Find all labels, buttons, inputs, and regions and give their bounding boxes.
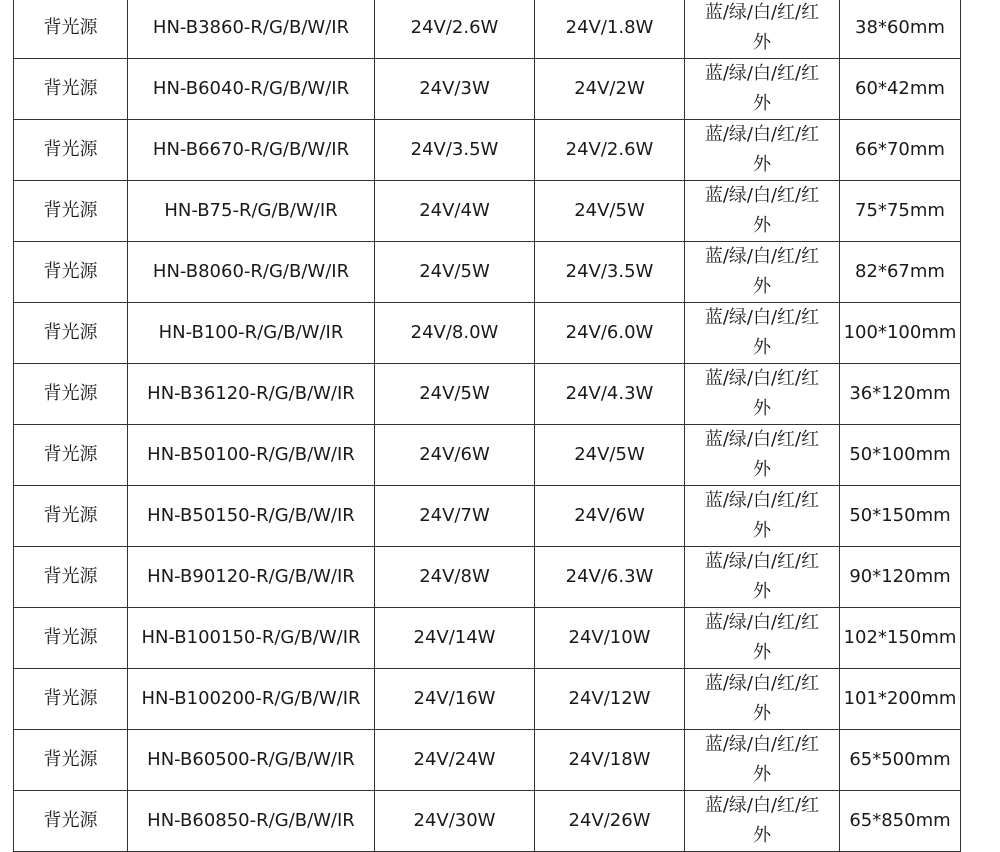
- size-cell: 102*150mm: [840, 608, 961, 669]
- spec-sheet: [13, 0, 960, 852]
- power-a-cell: 24V/3W: [375, 59, 535, 120]
- power-b-cell: 24V/10W: [535, 608, 685, 669]
- size-cell: 36*120mm: [840, 364, 961, 425]
- power-b-cell: 24V/5W: [535, 181, 685, 242]
- light-color-cell: 蓝/绿/白/红/红外: [685, 425, 840, 486]
- product-spec-table: [13, 0, 961, 852]
- table-row: [14, 730, 961, 791]
- light-color-cell: 蓝/绿/白/红/红外: [685, 181, 840, 242]
- power-b-cell: 24V/2.6W: [535, 120, 685, 181]
- size-cell: 66*70mm: [840, 120, 961, 181]
- power-a-cell: 24V/3.5W: [375, 120, 535, 181]
- product-type-cell: 背光源: [14, 669, 128, 730]
- size-cell: 90*120mm: [840, 547, 961, 608]
- power-b-cell: 24V/6.3W: [535, 547, 685, 608]
- product-type-cell: 背光源: [14, 303, 128, 364]
- light-color-cell: 蓝/绿/白/红/红外: [685, 608, 840, 669]
- product-type-cell: 背光源: [14, 181, 128, 242]
- product-type-cell: 背光源: [14, 0, 128, 59]
- model-cell: HN-B90120-R/G/B/W/IR: [128, 547, 375, 608]
- product-type-cell: 背光源: [14, 486, 128, 547]
- table-row: [14, 59, 961, 120]
- table-row: [14, 669, 961, 730]
- size-cell: 50*100mm: [840, 425, 961, 486]
- power-a-cell: 24V/6W: [375, 425, 535, 486]
- light-color-cell: 蓝/绿/白/红/红外: [685, 59, 840, 120]
- model-cell: HN-B6670-R/G/B/W/IR: [128, 120, 375, 181]
- power-b-cell: 24V/18W: [535, 730, 685, 791]
- model-cell: HN-B100-R/G/B/W/IR: [128, 303, 375, 364]
- table-row: [14, 791, 961, 852]
- model-cell: HN-B6040-R/G/B/W/IR: [128, 59, 375, 120]
- light-color-cell: 蓝/绿/白/红/红外: [685, 303, 840, 364]
- model-cell: HN-B36120-R/G/B/W/IR: [128, 364, 375, 425]
- power-a-cell: 24V/7W: [375, 486, 535, 547]
- power-b-cell: 24V/4.3W: [535, 364, 685, 425]
- light-color-cell: 蓝/绿/白/红/红外: [685, 486, 840, 547]
- power-a-cell: 24V/24W: [375, 730, 535, 791]
- light-color-cell: 蓝/绿/白/红/红外: [685, 791, 840, 852]
- model-cell: HN-B75-R/G/B/W/IR: [128, 181, 375, 242]
- table-row: [14, 547, 961, 608]
- product-type-cell: 背光源: [14, 730, 128, 791]
- model-cell: HN-B50100-R/G/B/W/IR: [128, 425, 375, 486]
- power-b-cell: 24V/6W: [535, 486, 685, 547]
- table-row: [14, 608, 961, 669]
- product-type-cell: 背光源: [14, 547, 128, 608]
- table-row: [14, 486, 961, 547]
- power-b-cell: 24V/12W: [535, 669, 685, 730]
- product-type-cell: 背光源: [14, 791, 128, 852]
- size-cell: 60*42mm: [840, 59, 961, 120]
- light-color-cell: 蓝/绿/白/红/红外: [685, 669, 840, 730]
- product-type-cell: 背光源: [14, 425, 128, 486]
- table-row: [14, 425, 961, 486]
- table-row: [14, 0, 961, 59]
- light-color-cell: 蓝/绿/白/红/红外: [685, 364, 840, 425]
- size-cell: 65*500mm: [840, 730, 961, 791]
- product-type-cell: 背光源: [14, 120, 128, 181]
- power-a-cell: 24V/2.6W: [375, 0, 535, 59]
- power-a-cell: 24V/8W: [375, 547, 535, 608]
- power-a-cell: 24V/4W: [375, 181, 535, 242]
- power-b-cell: 24V/26W: [535, 791, 685, 852]
- power-a-cell: 24V/14W: [375, 608, 535, 669]
- power-a-cell: 24V/5W: [375, 242, 535, 303]
- model-cell: HN-B60850-R/G/B/W/IR: [128, 791, 375, 852]
- table-body: [14, 0, 961, 852]
- power-b-cell: 24V/3.5W: [535, 242, 685, 303]
- power-a-cell: 24V/30W: [375, 791, 535, 852]
- model-cell: HN-B50150-R/G/B/W/IR: [128, 486, 375, 547]
- size-cell: 82*67mm: [840, 242, 961, 303]
- power-b-cell: 24V/2W: [535, 59, 685, 120]
- power-b-cell: 24V/5W: [535, 425, 685, 486]
- light-color-cell: 蓝/绿/白/红/红外: [685, 242, 840, 303]
- power-b-cell: 24V/6.0W: [535, 303, 685, 364]
- light-color-cell: 蓝/绿/白/红/红外: [685, 0, 840, 59]
- model-cell: HN-B60500-R/G/B/W/IR: [128, 730, 375, 791]
- product-type-cell: 背光源: [14, 608, 128, 669]
- size-cell: 38*60mm: [840, 0, 961, 59]
- size-cell: 100*100mm: [840, 303, 961, 364]
- power-a-cell: 24V/16W: [375, 669, 535, 730]
- product-type-cell: 背光源: [14, 242, 128, 303]
- table-row: [14, 242, 961, 303]
- size-cell: 75*75mm: [840, 181, 961, 242]
- model-cell: HN-B3860-R/G/B/W/IR: [128, 0, 375, 59]
- power-b-cell: 24V/1.8W: [535, 0, 685, 59]
- table-row: [14, 364, 961, 425]
- light-color-cell: 蓝/绿/白/红/红外: [685, 547, 840, 608]
- model-cell: HN-B100200-R/G/B/W/IR: [128, 669, 375, 730]
- table-row: [14, 181, 961, 242]
- table-row: [14, 303, 961, 364]
- power-a-cell: 24V/5W: [375, 364, 535, 425]
- model-cell: HN-B100150-R/G/B/W/IR: [128, 608, 375, 669]
- size-cell: 65*850mm: [840, 791, 961, 852]
- light-color-cell: 蓝/绿/白/红/红外: [685, 730, 840, 791]
- size-cell: 50*150mm: [840, 486, 961, 547]
- table-row: [14, 120, 961, 181]
- model-cell: HN-B8060-R/G/B/W/IR: [128, 242, 375, 303]
- product-type-cell: 背光源: [14, 59, 128, 120]
- product-type-cell: 背光源: [14, 364, 128, 425]
- light-color-cell: 蓝/绿/白/红/红外: [685, 120, 840, 181]
- size-cell: 101*200mm: [840, 669, 961, 730]
- power-a-cell: 24V/8.0W: [375, 303, 535, 364]
